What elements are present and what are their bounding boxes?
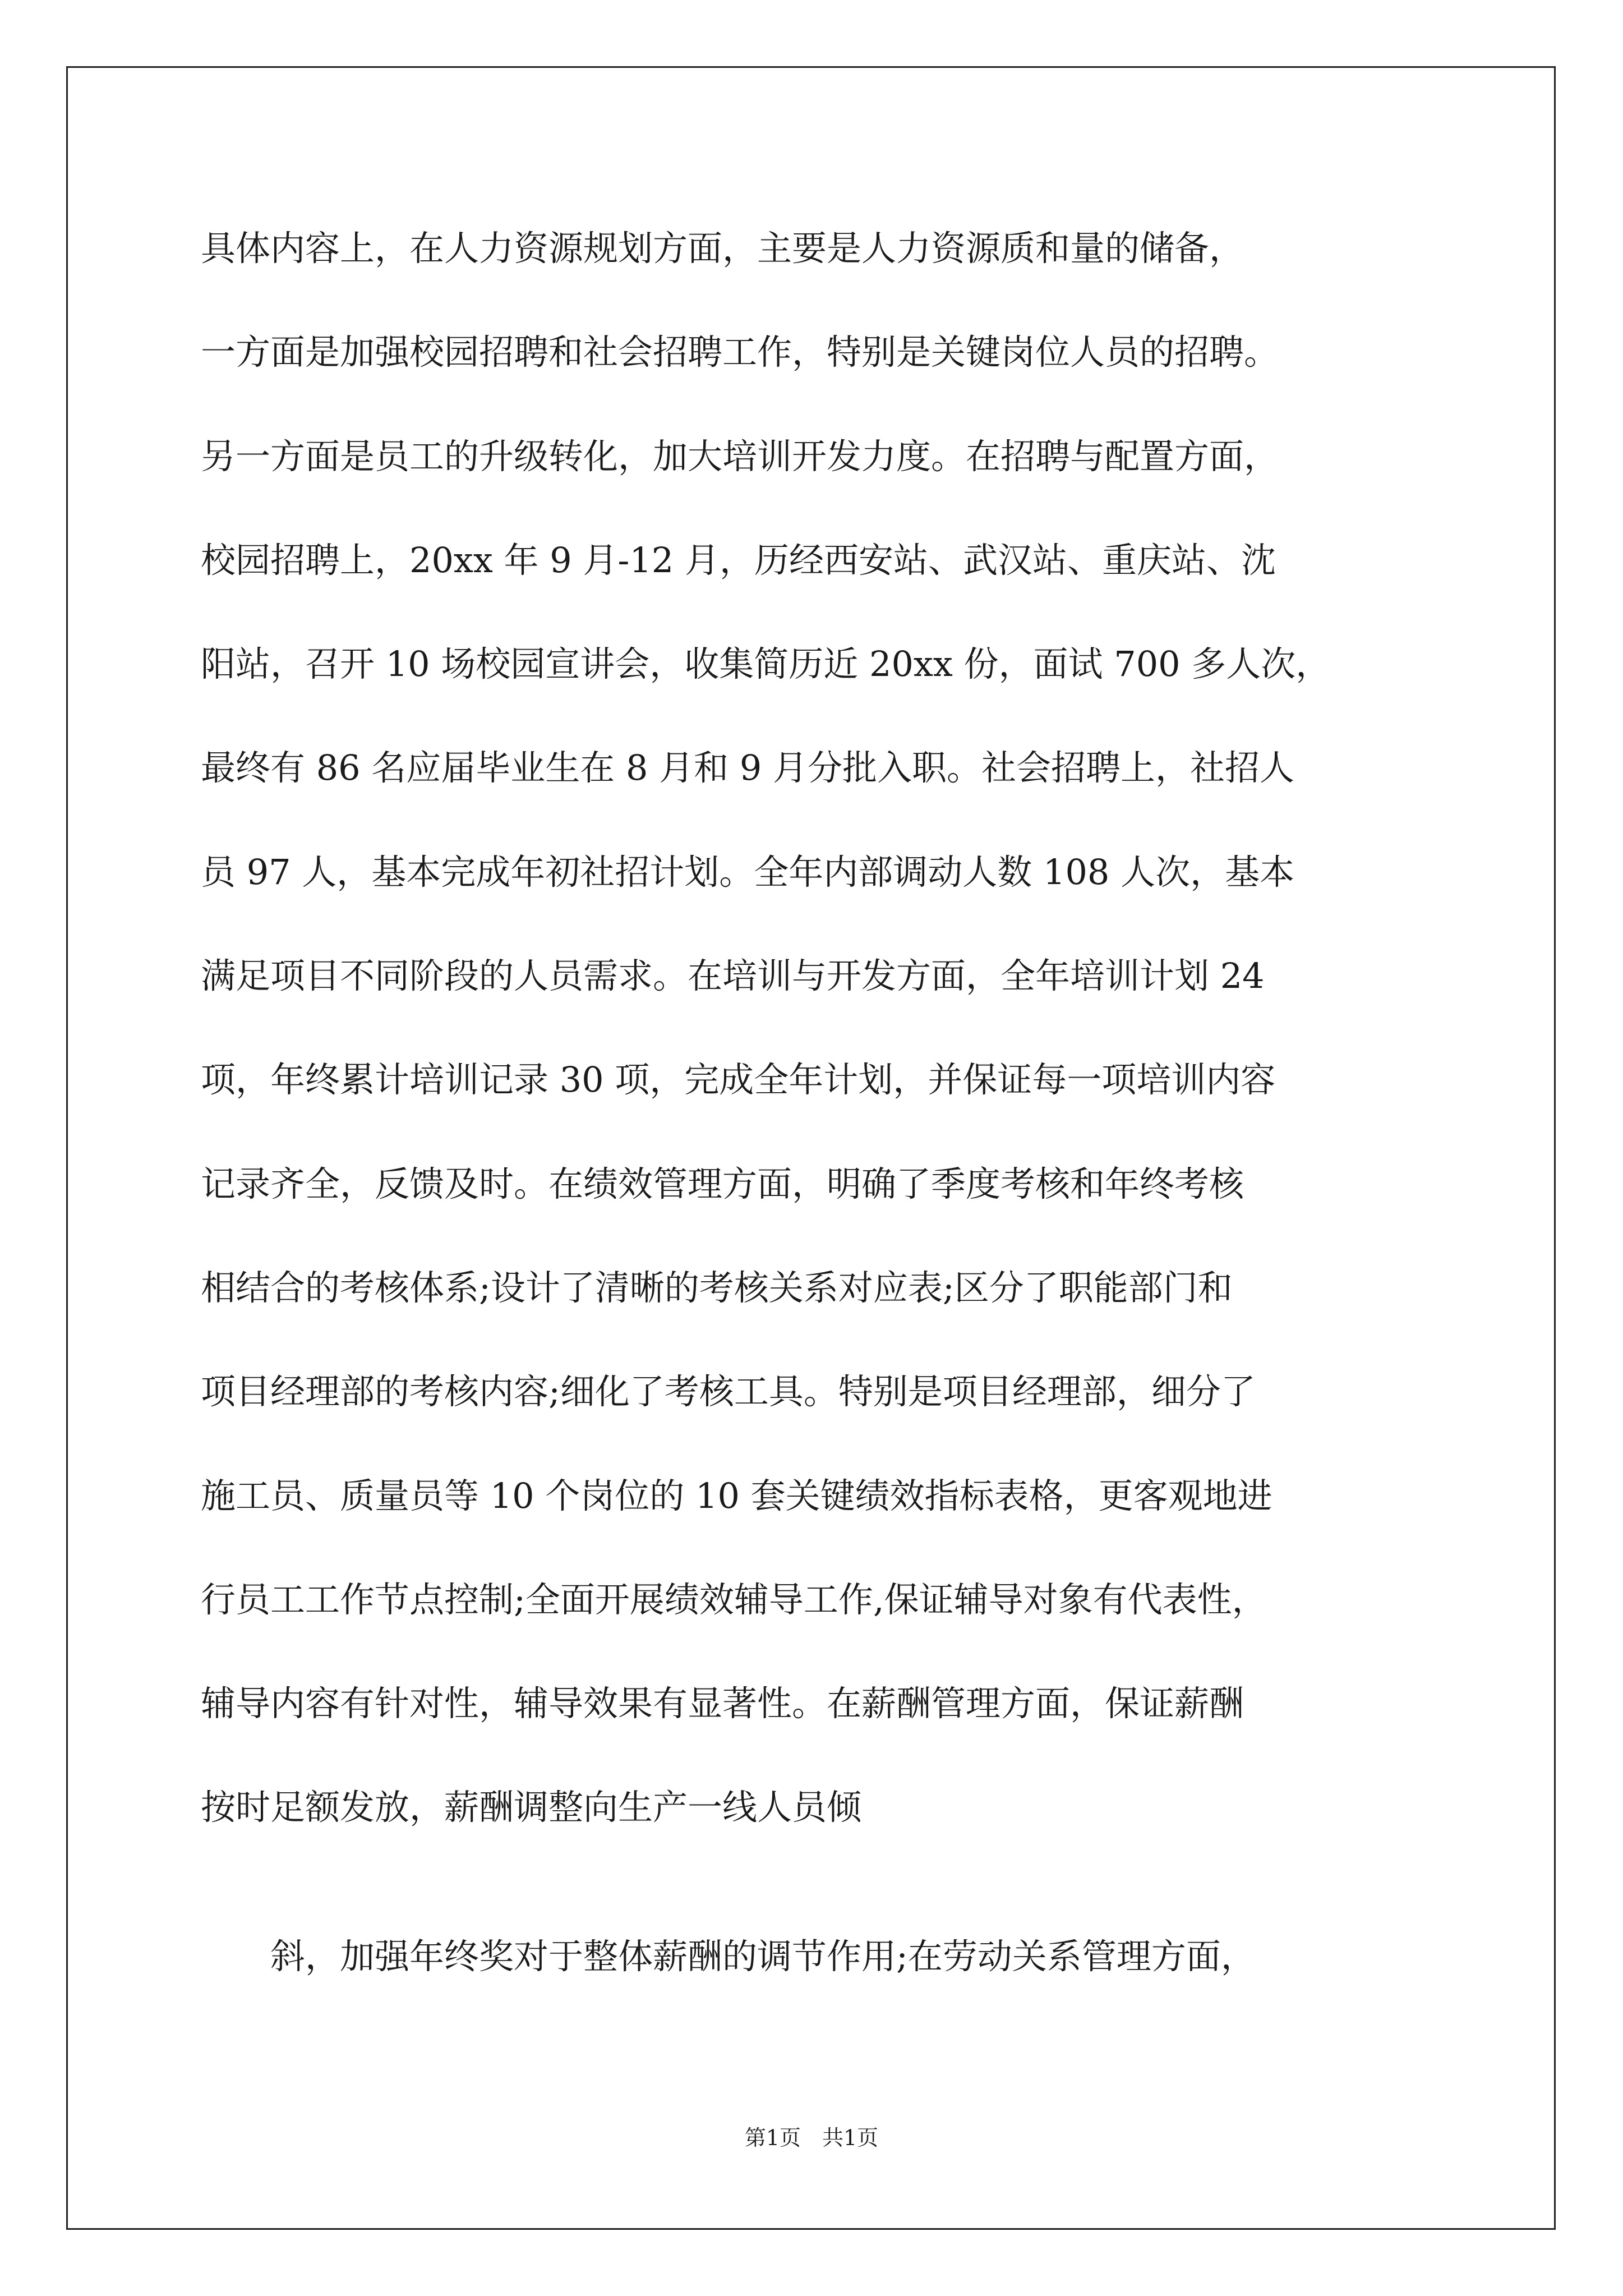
paragraph-line: 记录齐全，反馈及时。在绩效管理方面，明确了季度考核和年终考核	[201, 1163, 1244, 1204]
paragraph-line: 另一方面是员工的升级转化，加大培训开发力度。在招聘与配置方面，	[201, 435, 1279, 477]
second-paragraph-line: 斜，加强年终奖对于整体薪酬的调节作用;在劳动关系管理方面，	[270, 1935, 1256, 1977]
paragraph-line: 行员工工作节点控制;全面开展绩效辅导工作,保证辅导对象有代表性，	[201, 1579, 1267, 1620]
paragraph-line: 辅导内容有针对性，辅导效果有显著性。在薪酬管理方面，保证薪酬	[201, 1683, 1244, 1724]
paragraph-line: 最终有 86 名应届毕业生在 8 月和 9 月分批入职。社会招聘上，社招人	[201, 747, 1295, 789]
body-text	[201, 196, 1451, 2008]
paragraph-gap	[201, 1860, 1451, 1904]
paragraph-line: 相结合的考核体系;设计了清晰的考核关系对应表;区分了职能部门和	[201, 1267, 1233, 1308]
paragraph-line: 员 97 人，基本完成年初社招计划。全年内部调动人数 108 人次，基本	[201, 851, 1295, 892]
paragraph-line: 一方面是加强校园招聘和社会招聘工作，特别是关键岗位人员的招聘。	[201, 332, 1279, 373]
page-footer: 第1页 共1页	[744, 2125, 879, 2150]
paragraph-line: 满足项目不同阶段的人员需求。在培训与开发方面，全年培训计划 24	[201, 955, 1265, 997]
paragraph-line: 按时足额发放，薪酬调整向生产一线人员倾	[201, 1787, 862, 1828]
paragraph-line: 施工员、质量员等 10 个岗位的 10 套关键绩效指标表格，更客观地进	[201, 1475, 1272, 1516]
paragraph-line: 阳站，召开 10 场校园宣讲会，收集简历近 20xx 份，面试 700 多人次，	[201, 643, 1331, 685]
paragraph-line: 校园招聘上，20xx 年 9 月-12 月，历经西安站、武汉站、重庆站、沈	[201, 539, 1276, 581]
paragraph-line: 具体内容上，在人力资源规划方面，主要是人力资源质和量的储备，	[201, 228, 1244, 269]
paragraph-line: 项目经理部的考核内容;细化了考核工具。特别是项目经理部，细分了	[201, 1371, 1256, 1412]
paragraph-line: 项，年终累计培训记录 30 项，完成全年计划，并保证每一项培训内容	[201, 1059, 1276, 1101]
